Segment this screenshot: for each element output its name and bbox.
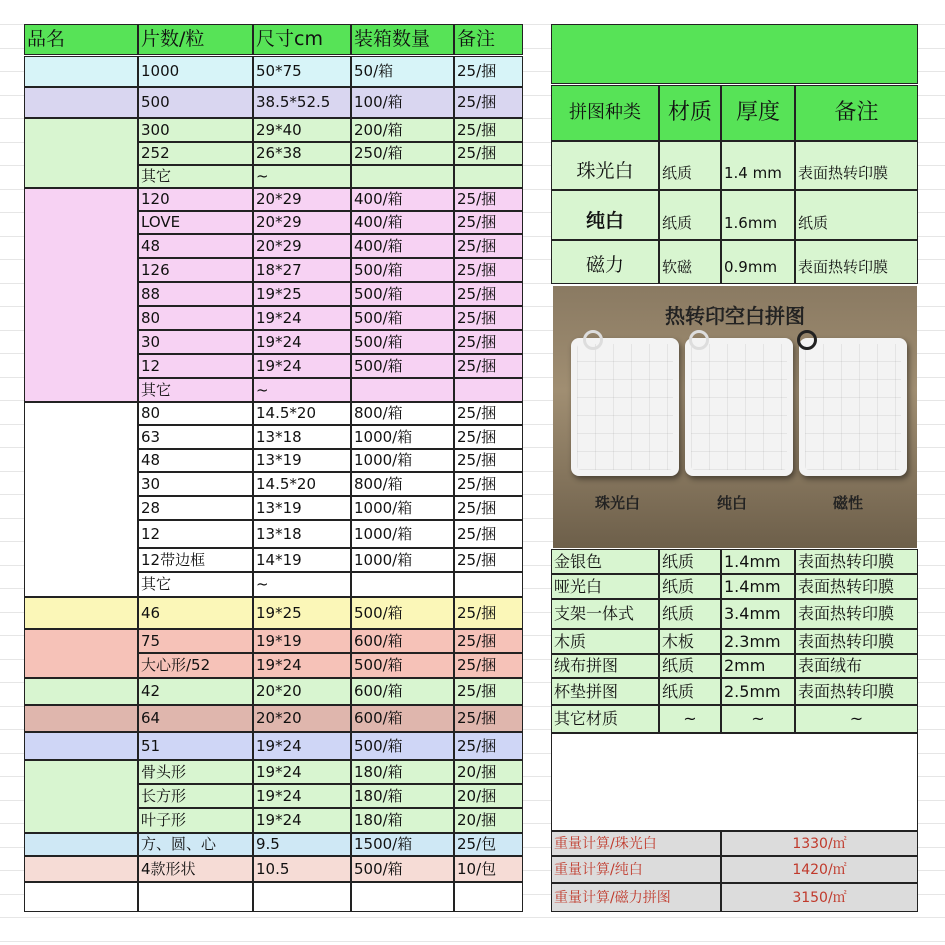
table-cell: 20/捆 — [454, 784, 523, 808]
panel-cell: 纸质 — [659, 599, 721, 629]
table-cell: 25/捆 — [454, 402, 523, 425]
table-cell: 180/箱 — [351, 760, 454, 784]
table-cell: 方、圆、心 — [138, 833, 253, 856]
table-cell: 400/箱 — [351, 188, 454, 211]
table-cell: 25/捆 — [454, 653, 523, 678]
table-cell: 1000/箱 — [351, 520, 454, 548]
table-cell: 30 — [138, 472, 253, 496]
table-cell: 19*25 — [253, 597, 351, 629]
panel-cell: 0.9mm — [721, 240, 795, 284]
table-cell: 75 — [138, 629, 253, 653]
panel-cell: 1.4mm — [721, 549, 795, 574]
group-label-square — [24, 705, 138, 732]
table-cell: 38.5*52.5 — [253, 87, 351, 118]
group-label-mini — [24, 833, 138, 856]
panel-cell: 纸质 — [659, 549, 721, 574]
panel-cell: 表面热转印膜 — [795, 141, 918, 190]
table-cell: 800/箱 — [351, 472, 454, 496]
table-cell: 50*75 — [253, 56, 351, 87]
header-cell: 装箱数量 — [351, 24, 454, 55]
table-cell: 252 — [138, 142, 253, 165]
table-cell: 100/箱 — [351, 87, 454, 118]
weight-label: 重量计算/磁力拼图 — [551, 883, 721, 912]
table-cell: 800/箱 — [351, 402, 454, 425]
table-cell — [351, 165, 454, 188]
table-cell: 180/箱 — [351, 808, 454, 833]
table-cell: 1000/箱 — [351, 496, 454, 520]
table-cell: 25/捆 — [454, 330, 523, 354]
panel-cell: 纯白 — [551, 190, 659, 240]
table-cell — [454, 165, 523, 188]
panel-header-cell: 拼图种类 — [551, 85, 659, 141]
panel-cell: 表面热转印膜 — [795, 240, 918, 284]
table-cell: 25/捆 — [454, 188, 523, 211]
panel-cell: ~ — [721, 705, 795, 733]
table-cell: 200/箱 — [351, 118, 454, 142]
group-label-stand — [24, 760, 138, 833]
table-cell: 400/箱 — [351, 234, 454, 258]
table-cell: 80 — [138, 402, 253, 425]
table-cell: 19*19 — [253, 629, 351, 653]
panel-cell: 纸质 — [795, 190, 918, 240]
table-cell: 600/箱 — [351, 629, 454, 653]
weight-value: 1420/㎡ — [721, 856, 918, 883]
table-cell: 14.5*20 — [253, 402, 351, 425]
panel-cell: ~ — [795, 705, 918, 733]
table-cell: 20*20 — [253, 678, 351, 705]
header-cell: 片数/粒 — [138, 24, 253, 55]
keyring-icon — [689, 330, 709, 350]
table-cell: 300 — [138, 118, 253, 142]
table-cell: 19*24 — [253, 306, 351, 330]
table-cell: 25/捆 — [454, 142, 523, 165]
table-cell: 500/箱 — [351, 306, 454, 330]
table-cell: 骨头形 — [138, 760, 253, 784]
table-cell: ~ — [253, 165, 351, 188]
magnetic-puzzle — [799, 338, 907, 476]
table-cell — [454, 378, 523, 402]
table-cell: 19*24 — [253, 760, 351, 784]
table-cell: 500/箱 — [351, 282, 454, 306]
panel-cell: 纸质 — [659, 574, 721, 599]
table-cell: 1000/箱 — [351, 548, 454, 572]
table-cell: 30 — [138, 330, 253, 354]
table-cell: 13*19 — [253, 496, 351, 520]
empty-block — [551, 733, 918, 831]
table-cell: 19*24 — [253, 354, 351, 378]
table-cell: 19*24 — [253, 732, 351, 760]
table-cell: 19*24 — [253, 653, 351, 678]
panel-cell: 纸质 — [659, 141, 721, 190]
panel-cell: 绒布拼图 — [551, 654, 659, 678]
table-cell: 25/捆 — [454, 597, 523, 629]
table-cell: 600/箱 — [351, 705, 454, 732]
table-cell: 10.5 — [253, 856, 351, 882]
table-cell: 25/捆 — [454, 472, 523, 496]
table-cell: 12 — [138, 354, 253, 378]
panel-cell: 表面热转印膜 — [795, 629, 918, 654]
table-cell: 1000/箱 — [351, 425, 454, 449]
table-cell: 180/箱 — [351, 784, 454, 808]
table-cell: 1000 — [138, 56, 253, 87]
panel-cell: 金银色 — [551, 549, 659, 574]
table-cell: 25/捆 — [454, 118, 523, 142]
table-cell: 25/捆 — [454, 282, 523, 306]
table-cell: 88 — [138, 282, 253, 306]
weight-label: 重量计算/纯白 — [551, 856, 721, 883]
table-cell: 28 — [138, 496, 253, 520]
table-cell: 500/箱 — [351, 597, 454, 629]
table-cell: 20*20 — [253, 705, 351, 732]
table-cell: 13*19 — [253, 449, 351, 472]
table-cell: 9.5 — [253, 833, 351, 856]
group-label-heart — [24, 629, 138, 678]
panel-cell: 木板 — [659, 629, 721, 654]
table-cell: LOVE — [138, 211, 253, 234]
grid-line — [0, 917, 945, 918]
table-cell: 1000/箱 — [351, 449, 454, 472]
table-cell: 63 — [138, 425, 253, 449]
table-cell: 4款形状 — [138, 856, 253, 882]
grid-line — [0, 941, 945, 942]
table-cell: 500/箱 — [351, 258, 454, 282]
table-cell: 大心形/52 — [138, 653, 253, 678]
table-cell: 25/捆 — [454, 496, 523, 520]
table-cell: 长方形 — [138, 784, 253, 808]
group-label-round — [24, 678, 138, 705]
table-cell: 500/箱 — [351, 330, 454, 354]
group-label-coaster — [24, 856, 138, 882]
panel-cell: 表面热转印膜 — [795, 678, 918, 705]
table-cell: 126 — [138, 258, 253, 282]
table-cell: 500/箱 — [351, 354, 454, 378]
table-cell: 500/箱 — [351, 653, 454, 678]
table-cell: 12带边框 — [138, 548, 253, 572]
panel-cell: 表面热转印膜 — [795, 599, 918, 629]
table-cell: 25/捆 — [454, 425, 523, 449]
table-cell: 12 — [138, 520, 253, 548]
panel-header-cell: 备注 — [795, 85, 918, 141]
table-cell: 64 — [138, 705, 253, 732]
group-label-A3 — [24, 118, 138, 188]
panel-cell: 表面绒布 — [795, 654, 918, 678]
table-cell: 25/捆 — [454, 732, 523, 760]
keyring-icon — [797, 330, 817, 350]
table-cell: 25/捆 — [454, 449, 523, 472]
table-cell: 500 — [138, 87, 253, 118]
panel-cell: 表面热转印膜 — [795, 574, 918, 599]
group-label-A1 — [24, 56, 138, 87]
panel-cell: 3.4mm — [721, 599, 795, 629]
table-cell: 500/箱 — [351, 732, 454, 760]
table-cell: 48 — [138, 234, 253, 258]
table-cell: 250/箱 — [351, 142, 454, 165]
table-cell: 19*24 — [253, 784, 351, 808]
group-label-egg — [24, 597, 138, 629]
table-cell: 25/捆 — [454, 258, 523, 282]
photo-label: 纯白 — [717, 494, 748, 512]
table-cell: 13*18 — [253, 520, 351, 548]
table-cell: 50/箱 — [351, 56, 454, 87]
panel-cell: 2mm — [721, 654, 795, 678]
table-cell: 42 — [138, 678, 253, 705]
table-cell: 25/捆 — [454, 56, 523, 87]
table-cell: ~ — [253, 378, 351, 402]
table-cell: 25/捆 — [454, 354, 523, 378]
table-cell: 25/捆 — [454, 520, 523, 548]
group-label-more — [24, 882, 138, 912]
photo-label: 珠光白 — [595, 494, 641, 512]
table-cell: 20*29 — [253, 234, 351, 258]
weight-label: 重量计算/珠光白 — [551, 831, 721, 856]
group-label-A4 — [24, 188, 138, 402]
table-cell: 叶子形 — [138, 808, 253, 833]
group-label-oval — [24, 732, 138, 760]
table-cell: 其它 — [138, 572, 253, 597]
table-cell: 400/箱 — [351, 211, 454, 234]
table-cell: 46 — [138, 597, 253, 629]
panel-cell: 哑光白 — [551, 574, 659, 599]
photo-label: 磁性 — [833, 494, 864, 512]
table-cell: 25/捆 — [454, 548, 523, 572]
table-cell: 20/捆 — [454, 760, 523, 784]
table-cell: 18*27 — [253, 258, 351, 282]
panel-header-cell: 材质 — [659, 85, 721, 141]
table-cell: 10/包 — [454, 856, 523, 882]
table-cell: 500/箱 — [351, 856, 454, 882]
table-cell: 其它 — [138, 165, 253, 188]
table-cell — [454, 882, 523, 912]
table-cell: 80 — [138, 306, 253, 330]
table-cell — [454, 572, 523, 597]
table-cell: 25/捆 — [454, 678, 523, 705]
table-cell — [351, 882, 454, 912]
panel-cell: 木质 — [551, 629, 659, 654]
weight-value: 1330/㎡ — [721, 831, 918, 856]
panel-cell: 纸质 — [659, 190, 721, 240]
pearl-white-puzzle — [571, 338, 679, 476]
panel-cell: 2.3mm — [721, 629, 795, 654]
panel-cell: 1.4mm — [721, 574, 795, 599]
table-cell: 25/包 — [454, 833, 523, 856]
panel-cell: 2.5mm — [721, 678, 795, 705]
table-cell: 19*24 — [253, 808, 351, 833]
table-cell — [138, 882, 253, 912]
panel-cell: 纸质 — [659, 654, 721, 678]
panel-cell: 杯垫拼图 — [551, 678, 659, 705]
table-cell: 25/捆 — [454, 87, 523, 118]
panel-cell: 其它材质 — [551, 705, 659, 733]
table-cell: ~ — [253, 572, 351, 597]
panel-cell: 纸质 — [659, 678, 721, 705]
header-cell: 备注 — [454, 24, 523, 55]
table-cell: 14.5*20 — [253, 472, 351, 496]
panel-title — [551, 24, 918, 84]
panel-cell: 表面热转印膜 — [795, 549, 918, 574]
blank-puzzle-photo — [553, 286, 917, 548]
table-cell: 19*24 — [253, 330, 351, 354]
header-cell: 品名 — [24, 24, 138, 55]
panel-cell: 磁力 — [551, 240, 659, 284]
table-cell: 120 — [138, 188, 253, 211]
panel-cell: 1.6mm — [721, 190, 795, 240]
table-cell: 19*25 — [253, 282, 351, 306]
header-cell: 尺寸cm — [253, 24, 351, 55]
keyring-icon — [583, 330, 603, 350]
pure-white-puzzle — [685, 338, 793, 476]
table-cell: 25/捆 — [454, 705, 523, 732]
table-cell: 48 — [138, 449, 253, 472]
table-cell: 25/捆 — [454, 629, 523, 653]
group-label-A2 — [24, 87, 138, 118]
panel-cell: 珠光白 — [551, 141, 659, 190]
table-cell: 20/捆 — [454, 808, 523, 833]
table-cell — [253, 882, 351, 912]
panel-cell: 1.4 mm — [721, 141, 795, 190]
table-cell: 600/箱 — [351, 678, 454, 705]
table-cell: 20*29 — [253, 211, 351, 234]
table-cell: 14*19 — [253, 548, 351, 572]
panel-cell: ~ — [659, 705, 721, 733]
photo-title: 热转印空白拼图 — [665, 304, 805, 328]
table-cell — [351, 378, 454, 402]
panel-header-cell: 厚度 — [721, 85, 795, 141]
table-cell: 26*38 — [253, 142, 351, 165]
panel-cell: 软磁 — [659, 240, 721, 284]
table-cell: 25/捆 — [454, 306, 523, 330]
weight-value: 3150/㎡ — [721, 883, 918, 912]
table-cell: 1500/箱 — [351, 833, 454, 856]
table-cell: 25/捆 — [454, 211, 523, 234]
panel-cell: 支架一体式 — [551, 599, 659, 629]
table-cell: 29*40 — [253, 118, 351, 142]
table-cell: 13*18 — [253, 425, 351, 449]
table-cell — [351, 572, 454, 597]
table-cell: 其它 — [138, 378, 253, 402]
table-cell: 51 — [138, 732, 253, 760]
table-cell: 20*29 — [253, 188, 351, 211]
group-label-A5 — [24, 402, 138, 597]
table-cell: 25/捆 — [454, 234, 523, 258]
